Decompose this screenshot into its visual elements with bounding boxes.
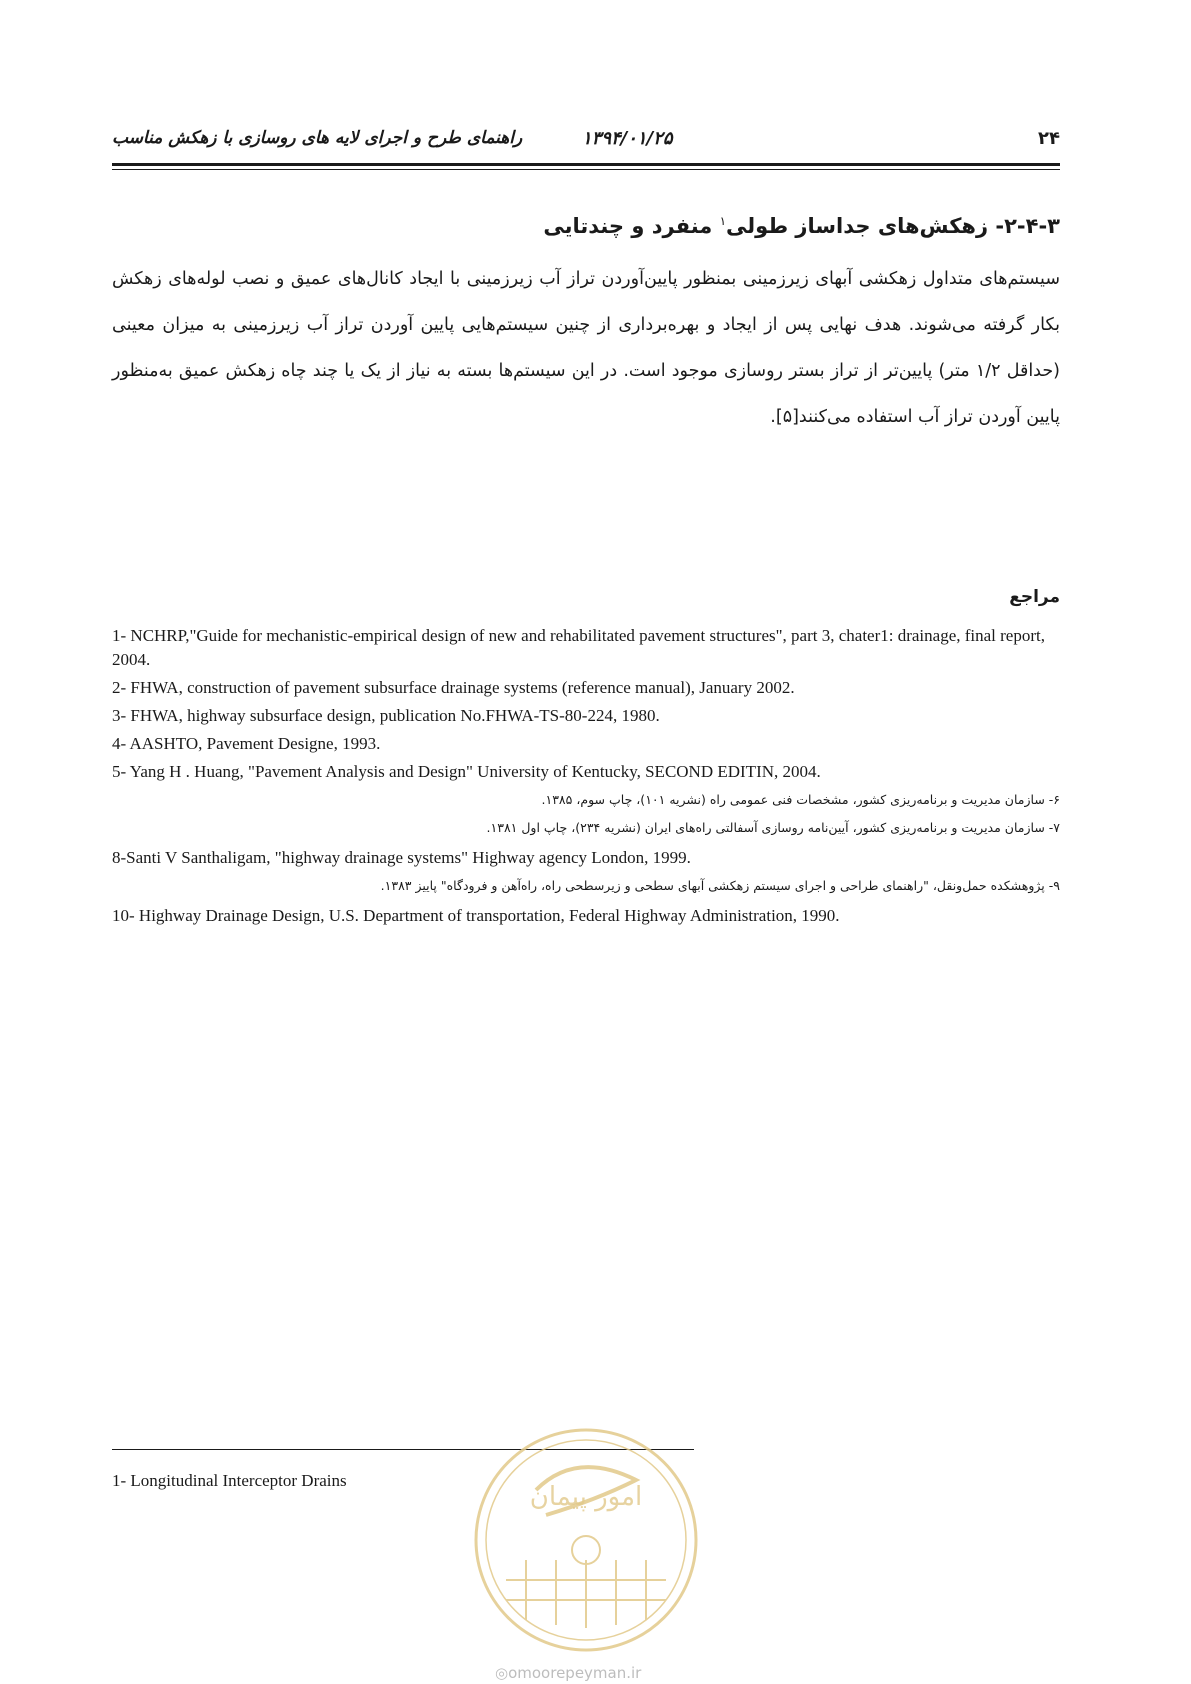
header-rule-thin	[112, 169, 1060, 170]
reference-item: 10- Highway Drainage Design, U.S. Department of transportation, Federal Highway Administration, 1990.	[112, 906, 840, 925]
body-paragraph: سیستم‌های متداول زهکشی آبهای زیرزمینی بمنظور پایین‌آوردن تراز آب زیرزمینی با ایجاد کانال‌های عمیق و نصب لوله‌های زهکش بکار گرفته می‌شوند. هدف نهایی پس از ایجاد و بهره‌برداری از چنین سیستم‌هایی پایین آوردن تراز آب زیرزمینی به میزان معینی (حداقل ۱/۲ متر) پایین‌تر از تراز بستر روسازی موجود است. در این سیستم‌ها بسته به نیاز از یک یا چند چاه زهکش عمیق به‌منظور پایین آوردن تراز آب استفاده می‌کنند[۵].	[112, 269, 1061, 427]
section-heading-main: ۲-۴-۳- زهکش‌های جداساز طولی	[726, 214, 1060, 238]
running-header	[112, 128, 1060, 160]
reference-item: 3- FHWA, highway subsurface design, publication No.FHWA-TS-80-224, 1980.	[112, 706, 660, 725]
reference-item: 5- Yang H . Huang, "Pavement Analysis and Design" University of Kentucky, SECOND EDITIN, 2004.	[112, 762, 821, 781]
page-number: ۲۴	[1038, 128, 1060, 149]
reference-item: ۶- سازمان مدیریت و برنامه‌ریزی کشور، مشخصات فنی عمومی راه (نشریه ۱۰۱)، چاپ سوم، ۱۳۸۵.	[541, 792, 1060, 807]
header-date: ۱۳۹۴/۰۱/۲۵	[582, 128, 673, 149]
reference-item: 8-Santi V Santhaligam, "highway drainage systems" Highway agency London, 1999.	[112, 848, 691, 867]
watermark-site	[495, 1664, 641, 1682]
footnote-text: 1- Longitudinal Interceptor Drains	[112, 1471, 347, 1490]
stamp-label: امور پیمان	[529, 1482, 643, 1512]
watermark-globe-icon: ◎	[495, 1664, 509, 1682]
reference-item: 4- AASHTO, Pavement Designe, 1993.	[112, 734, 381, 753]
reference-item: ۷- سازمان مدیریت و برنامه‌ریزی کشور، آیین‌نامه روسازی آسفالتی راه‌های ایران (نشریه ۲۳۴)، چاپ اول ۱۳۸۱.	[486, 820, 1060, 835]
watermark-stamp-icon	[466, 1420, 706, 1660]
section-heading-end: منفرد و چندتایی	[543, 214, 713, 238]
header-rule-thick	[112, 163, 1060, 166]
reference-item: ۹- پژوهشکده حمل‌ونقل، "راهنمای طراحی و اجرای سیستم زهکشی آبهای سطحی و زیرسطحی راه، راه‌آهن و فرودگاه" پاییز ۱۳۸۳.	[380, 878, 1060, 893]
reference-item: 1- NCHRP,"Guide for mechanistic-empirical design of new and rehabilitated pavement structures", part 3, chater1: drainage, final report, 2004.	[112, 626, 1045, 669]
footnote-marker: ۱	[719, 214, 727, 228]
header-title: راهنمای طرح و اجرای لایه های روسازی با زهکش مناسب	[112, 128, 523, 148]
reference-item: 2- FHWA, construction of pavement subsurface drainage systems (reference manual), January 2002.	[112, 678, 795, 697]
watermark-url: omoorepeyman.ir	[508, 1664, 642, 1682]
references-heading: مراجع	[1009, 587, 1060, 607]
references-list	[112, 624, 1060, 932]
section-heading	[543, 214, 1060, 238]
